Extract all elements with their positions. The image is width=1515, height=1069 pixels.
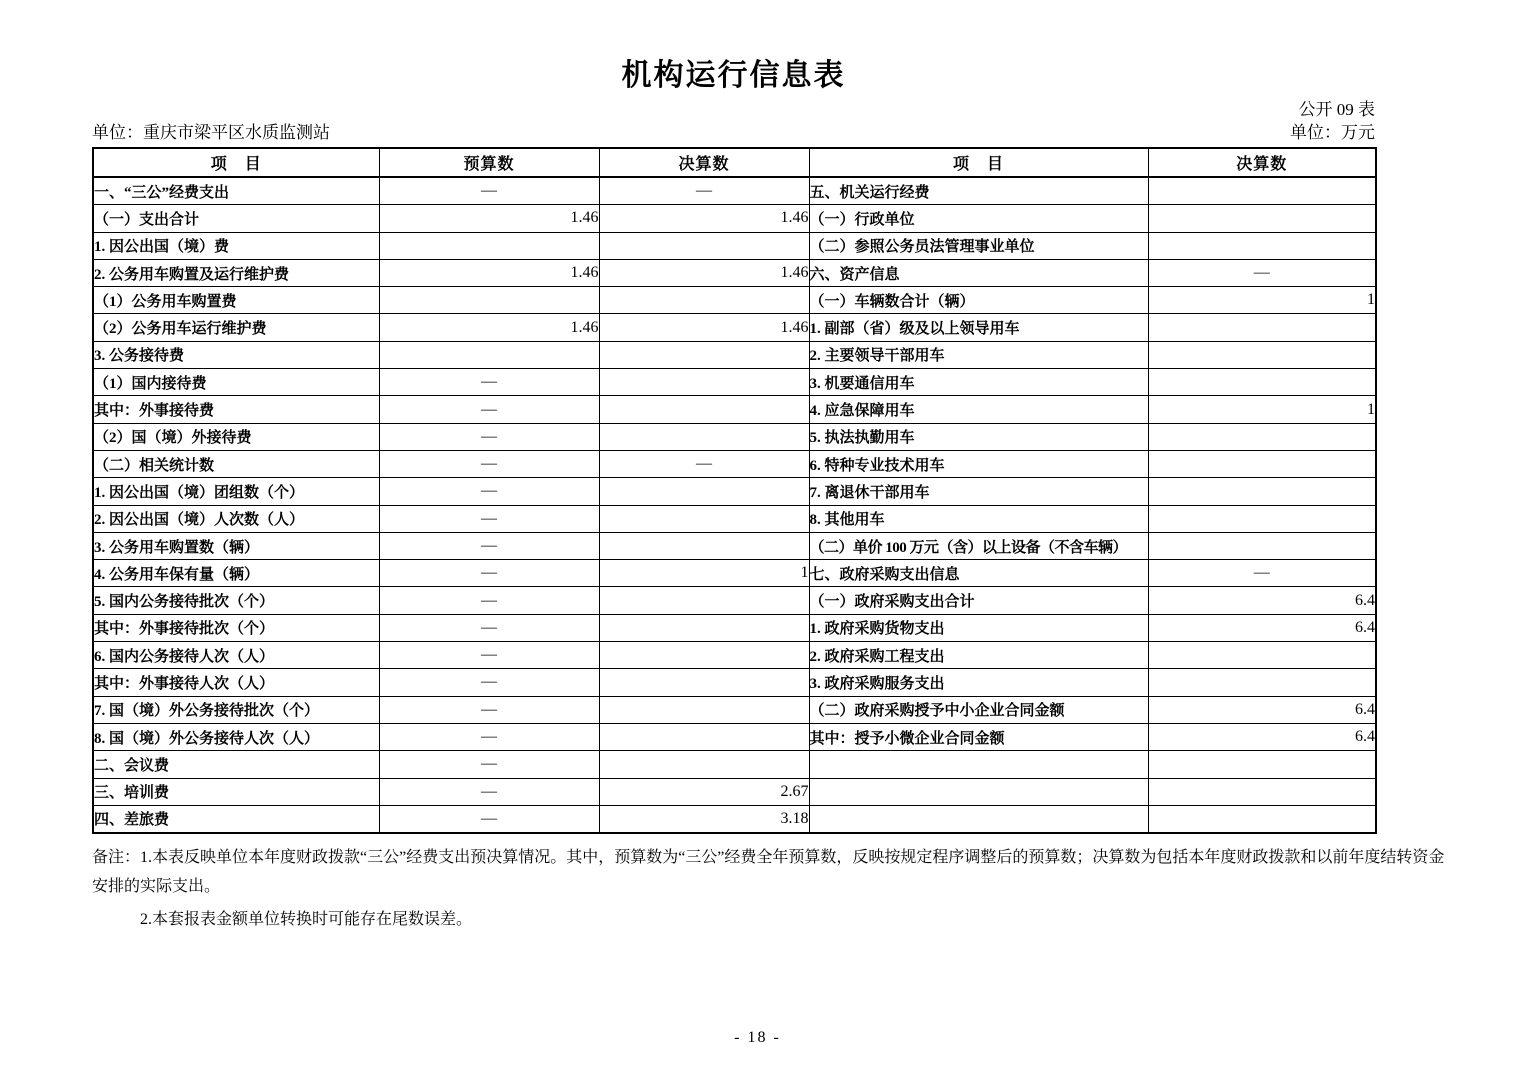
budget-cell: [379, 287, 599, 314]
table-row: [93, 314, 1376, 341]
final-cell: 1.46: [599, 259, 809, 286]
budget-cell: —: [379, 560, 599, 587]
table-row: [93, 642, 1376, 669]
row-label: 6. 特种专业技术用车: [809, 450, 1148, 477]
final-cell: 1: [1148, 287, 1376, 314]
row-label: （一）行政单位: [809, 205, 1148, 232]
row-label: 五、机关运行经费: [809, 177, 1148, 205]
final-cell: 6.4: [1148, 614, 1376, 641]
budget-cell: —: [379, 396, 599, 423]
final-cell: [1148, 805, 1376, 833]
row-label: 5. 执法执勤用车: [809, 423, 1148, 450]
column-header-final-right: 决算数: [1148, 148, 1376, 177]
final-cell: [599, 587, 809, 614]
row-label: 2. 主要领导干部用车: [809, 341, 1148, 368]
final-cell: [1148, 505, 1376, 532]
row-label: 其中：外事接待费: [93, 396, 379, 423]
row-label: （二）政府采购授予中小企业合同金额: [809, 696, 1148, 723]
final-cell: [1148, 341, 1376, 368]
table-row: [93, 669, 1376, 696]
row-label: 7. 国（境）外公务接待批次（个）: [93, 696, 379, 723]
budget-cell: 1.46: [379, 205, 599, 232]
row-label: 3. 公务接待费: [93, 341, 379, 368]
final-cell: [1148, 778, 1376, 805]
unit-currency: 单位：万元: [1290, 123, 1375, 142]
row-label: （一）政府采购支出合计: [809, 587, 1148, 614]
budget-cell: —: [379, 369, 599, 396]
final-cell: 6.4: [1148, 696, 1376, 723]
final-cell: [599, 369, 809, 396]
row-label: 三、培训费: [93, 778, 379, 805]
final-cell: [599, 478, 809, 505]
row-label: 1. 因公出国（境）费: [93, 232, 379, 259]
budget-cell: —: [379, 614, 599, 641]
report-content: [92, 0, 1445, 934]
final-cell: [599, 669, 809, 696]
table-row: [93, 778, 1376, 805]
final-cell: [1148, 314, 1376, 341]
row-label: （1）国内接待费: [93, 369, 379, 396]
final-cell: 1.46: [599, 205, 809, 232]
table-row: [93, 423, 1376, 450]
row-label: 六、资产信息: [809, 259, 1148, 286]
budget-cell: —: [379, 805, 599, 833]
row-label: （2）国（境）外接待费: [93, 423, 379, 450]
final-cell: [599, 287, 809, 314]
table-row: [93, 259, 1376, 286]
table-row: [93, 369, 1376, 396]
final-cell: 6.4: [1148, 587, 1376, 614]
final-cell: 1: [1148, 396, 1376, 423]
table-row: [93, 232, 1376, 259]
table-row: [93, 341, 1376, 368]
row-label: （一）支出合计: [93, 205, 379, 232]
row-label: 1. 因公出国（境）团组数（个）: [93, 478, 379, 505]
table-row: [93, 805, 1376, 833]
table-row: [93, 587, 1376, 614]
footnotes: [92, 843, 1492, 934]
row-label: （二）单价 100 万元（含）以上设备（不含车辆）: [809, 532, 1148, 559]
table-row: [93, 177, 1376, 205]
budget-cell: [379, 341, 599, 368]
operation-info-table: [92, 147, 1377, 834]
budget-cell: —: [379, 587, 599, 614]
row-label: [809, 751, 1148, 778]
final-cell: 6.4: [1148, 723, 1376, 750]
row-label: 七、政府采购支出信息: [809, 560, 1148, 587]
row-label: 其中：外事接待批次（个）: [93, 614, 379, 641]
column-header-item-right: 项 目: [809, 148, 1148, 177]
row-label: 2. 因公出国（境）人次数（人）: [93, 505, 379, 532]
final-cell: [1148, 369, 1376, 396]
budget-cell: [379, 232, 599, 259]
row-label: 二、会议费: [93, 751, 379, 778]
final-cell: [599, 396, 809, 423]
budget-cell: —: [379, 751, 599, 778]
page-number: - 18 -: [734, 1029, 781, 1046]
budget-cell: —: [379, 423, 599, 450]
footnote-line-1: 备注：1.本表反映单位本年度财政拨款“三公”经费支出预决算情况。其中，预算数为“三公”经费全年预算数，反映按规定程序调整后的预算数；决算数为包括本年度财政拨款和以前年度结转资金: [92, 849, 1445, 867]
budget-cell: —: [379, 450, 599, 477]
final-cell: 3.18: [599, 805, 809, 833]
final-cell: [599, 614, 809, 641]
row-label: 四、差旅费: [93, 805, 379, 833]
final-cell: [1148, 751, 1376, 778]
footnote-line-2: 安排的实际支出。: [92, 878, 221, 896]
row-label: （二）参照公务员法管理事业单位: [809, 232, 1148, 259]
table-row: [93, 450, 1376, 477]
table-code: 公开 09 表: [1298, 100, 1375, 119]
row-label: 2. 公务用车购置及运行维护费: [93, 259, 379, 286]
row-label: 一、“三公”经费支出: [93, 177, 379, 205]
final-cell: [1148, 450, 1376, 477]
budget-cell: 1.46: [379, 314, 599, 341]
table-row: [93, 696, 1376, 723]
row-label: 3. 机要通信用车: [809, 369, 1148, 396]
final-cell: [599, 341, 809, 368]
final-cell: [599, 723, 809, 750]
row-label: 其中：外事接待人次（人）: [93, 669, 379, 696]
table-row: [93, 287, 1376, 314]
final-cell: [599, 751, 809, 778]
row-label: 3. 公务用车购置数（辆）: [93, 532, 379, 559]
budget-cell: 1.46: [379, 259, 599, 286]
row-label: （1）公务用车购置费: [93, 287, 379, 314]
final-cell: [1148, 177, 1376, 205]
row-label: （一）车辆数合计（辆）: [809, 287, 1148, 314]
final-cell: [599, 423, 809, 450]
unit-name: 单位：重庆市梁平区水质监测站: [92, 123, 330, 142]
final-cell: 1.46: [599, 314, 809, 341]
final-cell: [1148, 669, 1376, 696]
row-label: 其中：授予小微企业合同金额: [809, 723, 1148, 750]
footnote-line-3: 2.本套报表金额单位转换时可能存在尾数误差。: [140, 911, 473, 929]
budget-cell: —: [379, 723, 599, 750]
budget-cell: —: [379, 669, 599, 696]
budget-cell: —: [379, 177, 599, 205]
final-cell: [599, 642, 809, 669]
header-row: [93, 148, 1376, 177]
final-cell: 1: [599, 560, 809, 587]
table-row: [93, 478, 1376, 505]
budget-cell: —: [379, 505, 599, 532]
final-cell: [599, 232, 809, 259]
table-row: [93, 205, 1376, 232]
row-label: 8. 其他用车: [809, 505, 1148, 532]
final-cell: [599, 532, 809, 559]
row-label: [809, 805, 1148, 833]
table-row: [93, 532, 1376, 559]
table-row: [93, 751, 1376, 778]
final-cell: —: [1148, 259, 1376, 286]
budget-cell: —: [379, 532, 599, 559]
final-cell: —: [599, 177, 809, 205]
table-row: [93, 396, 1376, 423]
final-cell: [599, 696, 809, 723]
row-label: 8. 国（境）外公务接待人次（人）: [93, 723, 379, 750]
budget-cell: —: [379, 642, 599, 669]
row-label: 3. 政府采购服务支出: [809, 669, 1148, 696]
table-row: [93, 560, 1376, 587]
column-header-item-left: 项 目: [93, 148, 379, 177]
row-label: 7. 离退休干部用车: [809, 478, 1148, 505]
table-row: [93, 614, 1376, 641]
page-title: 机构运行信息表: [621, 59, 846, 92]
unit-row: [92, 120, 1375, 145]
final-cell: —: [599, 450, 809, 477]
final-cell: [599, 505, 809, 532]
final-cell: [1148, 205, 1376, 232]
row-label: 4. 应急保障用车: [809, 396, 1148, 423]
row-label: 5. 国内公务接待批次（个）: [93, 587, 379, 614]
row-label: 1. 副部（省）级及以上领导用车: [809, 314, 1148, 341]
column-header-budget: 预算数: [379, 148, 599, 177]
final-cell: [1148, 532, 1376, 559]
table-row: [93, 723, 1376, 750]
table-row: [93, 505, 1376, 532]
row-label: 6. 国内公务接待人次（人）: [93, 642, 379, 669]
final-cell: [1148, 642, 1376, 669]
final-cell: [1148, 478, 1376, 505]
row-label: [809, 778, 1148, 805]
budget-cell: —: [379, 696, 599, 723]
row-label: （2）公务用车运行维护费: [93, 314, 379, 341]
row-label: 2. 政府采购工程支出: [809, 642, 1148, 669]
final-cell: [1148, 232, 1376, 259]
budget-cell: —: [379, 778, 599, 805]
row-label: 4. 公务用车保有量（辆）: [93, 560, 379, 587]
final-cell: —: [1148, 560, 1376, 587]
row-label: （二）相关统计数: [93, 450, 379, 477]
row-label: 1. 政府采购货物支出: [809, 614, 1148, 641]
budget-cell: —: [379, 478, 599, 505]
final-cell: [1148, 423, 1376, 450]
final-cell: 2.67: [599, 778, 809, 805]
column-header-final-left: 决算数: [599, 148, 809, 177]
